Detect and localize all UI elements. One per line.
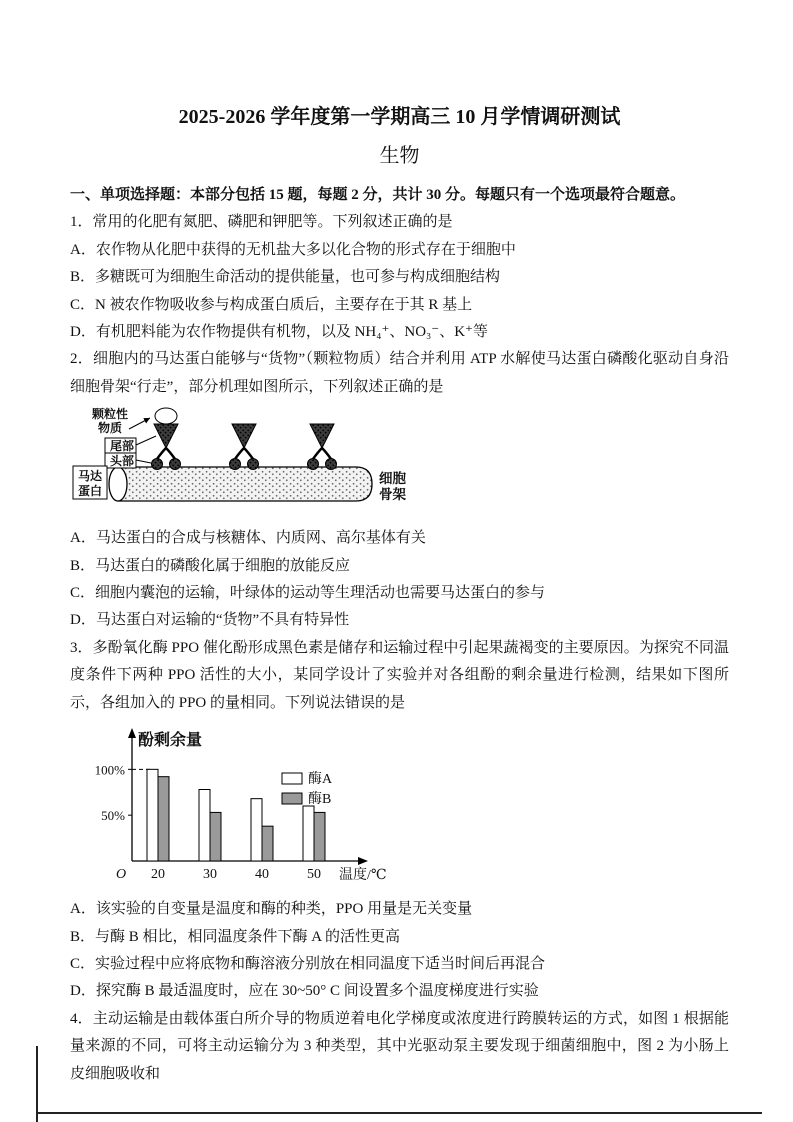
motor-protein-3 xyxy=(308,424,337,470)
cargo-granule xyxy=(155,408,177,424)
question-2-option-d: D．马达蛋白对运输的“货物”不具有特异性 xyxy=(70,612,350,629)
bar-酶B-20 xyxy=(158,777,169,861)
x-axis-label: 温度/℃ xyxy=(339,868,387,884)
bar-酶A-40 xyxy=(251,799,262,861)
y-axis-label: 酚剩余量 xyxy=(138,732,203,750)
question-1-option-d: D．有机肥料能为农作物提供有机物，以及 NH₄⁺、NO₃⁻、K⁺等 xyxy=(70,324,488,341)
head-label: 头部 xyxy=(110,454,135,469)
y-tick-label: 50% xyxy=(101,808,125,824)
question-1-option-b: B．多糖既可为细胞生命活动的提供能量，也可参与构成细胞结构 xyxy=(70,269,501,286)
legend-swatch-酶A xyxy=(282,773,302,784)
question-4-stem: 4．主动运输是由载体蛋白所介导的物质逆着电化学梯度或浓度进行跨膜转运的方式，如图 1 根据能量来源的不同，可将主动运输分为 3 种类型，其中光驱动泵主要发现于细菌细胞中，图 2 为小肠上皮细胞吸收和 xyxy=(70,1010,729,1082)
granule-label-line1: 颗粒性 xyxy=(92,407,129,422)
x-axis-arrow xyxy=(358,857,368,865)
cytoskeleton-label-line1: 细胞 xyxy=(379,471,406,487)
motor-protein-2 xyxy=(230,424,259,470)
bar-酶B-40 xyxy=(262,826,273,861)
ppo-activity-chart-svg xyxy=(70,721,405,889)
origin-label: O xyxy=(116,867,127,883)
x-tick-label: 20 xyxy=(151,867,165,883)
bar-酶A-20 xyxy=(147,769,158,861)
question-2-option-c: C．细胞内囊泡的运输，叶绿体的运动等生理活动也需要马达蛋白的参与 xyxy=(70,585,546,602)
legend-swatch-酶B xyxy=(282,793,302,804)
page-title: 2025-2026 学年度第一学期高三 10 月学情调研测试 xyxy=(178,106,621,128)
page-subject: 生物 xyxy=(379,145,420,167)
cytoskeleton-open-end xyxy=(109,467,127,501)
motor-protein-1 xyxy=(152,408,181,470)
head-pointer-line xyxy=(136,460,151,463)
question-3-option-b: B．与酶 B 相比，相同温度条件下酶 A 的活性更高 xyxy=(70,928,401,945)
y-tick-label: 100% xyxy=(94,762,125,778)
tail-label: 尾部 xyxy=(110,439,135,454)
x-tick-label: 30 xyxy=(203,867,217,883)
bar-酶A-30 xyxy=(199,790,210,862)
question-2-stem: 2．细胞内的马达蛋白能够与“货物”（颗粒物质）结合并利用 ATP 水解使马达蛋白磷酸化驱动自身沿细胞骨架“行走”，部分机理如图所示，下列叙述正确的是 xyxy=(70,351,729,395)
motor-protein-figure xyxy=(72,404,729,523)
bar-酶A-50 xyxy=(303,806,314,861)
cytoskeleton-label-line2: 骨架 xyxy=(379,487,406,503)
y-axis-arrow xyxy=(128,728,136,738)
question-1-option-c: C．N 被农作物吸收参与构成蛋白质后，主要存在于其 R 基上 xyxy=(70,296,473,313)
scan-artifact-bottom-line xyxy=(36,1112,762,1114)
bar-酶B-30 xyxy=(210,813,221,862)
motor-protein-figure-svg xyxy=(72,404,472,518)
question-3-option-c: C．实验过程中应将底物和酶溶液分别放在相同温度下适当时间后再混合 xyxy=(70,955,546,972)
x-tick-label: 40 xyxy=(255,867,269,883)
question-2-option-a: A．马达蛋白的合成与核糖体、内质网、高尔基体有关 xyxy=(70,530,426,547)
legend-label-酶B: 酶B xyxy=(308,792,332,808)
tail-pointer-line xyxy=(136,436,156,445)
question-3-stem: 3．多酚氧化酶 PPO 催化酚形成黑色素是储存和运输过程中引起果蔬褐变的主要原因。为探究不同温度条件下两种 PPO 活性的大小，某同学设计了实验并对各组酚的剩余量进行检测，结果如下图所示，各组加入的 PPO 的量相同。下列说法错误的是 xyxy=(70,639,729,711)
cytoskeleton-cylinder xyxy=(118,467,372,501)
motor-protein-label-line1: 马达 xyxy=(78,469,103,484)
legend-label-酶A: 酶A xyxy=(308,772,333,788)
question-1-option-a: A．农作物从化肥中获得的无机盐大多以化合物的形式存在于细胞中 xyxy=(70,241,516,258)
granule-label-line2: 物质 xyxy=(98,421,123,436)
granule-pointer-arrow xyxy=(129,418,150,429)
motor-protein-label-line2: 蛋白 xyxy=(78,484,103,499)
bar-酶B-50 xyxy=(314,813,325,862)
question-3-option-a: A．该实验的自变量是温度和酶的种类，PPO 用量是无关变量 xyxy=(70,901,473,918)
section-header: 一、单项选择题：本部分包括 15 题，每题 2 分，共计 30 分。每题只有一个选项最符合题意。 xyxy=(70,187,686,203)
x-tick-label: 50 xyxy=(307,867,321,883)
ppo-activity-chart xyxy=(70,721,729,894)
question-3-option-d: D．探究酶 B 最适温度时，应在 30~50° C 间设置多个温度梯度进行实验 xyxy=(70,983,539,1000)
scan-artifact-left-line xyxy=(36,1046,38,1122)
question-1-stem: 1．常用的化肥有氮肥、磷肥和钾肥等。下列叙述正确的是 xyxy=(70,214,453,231)
question-2-option-b: B．马达蛋白的磷酸化属于细胞的放能反应 xyxy=(70,557,351,574)
